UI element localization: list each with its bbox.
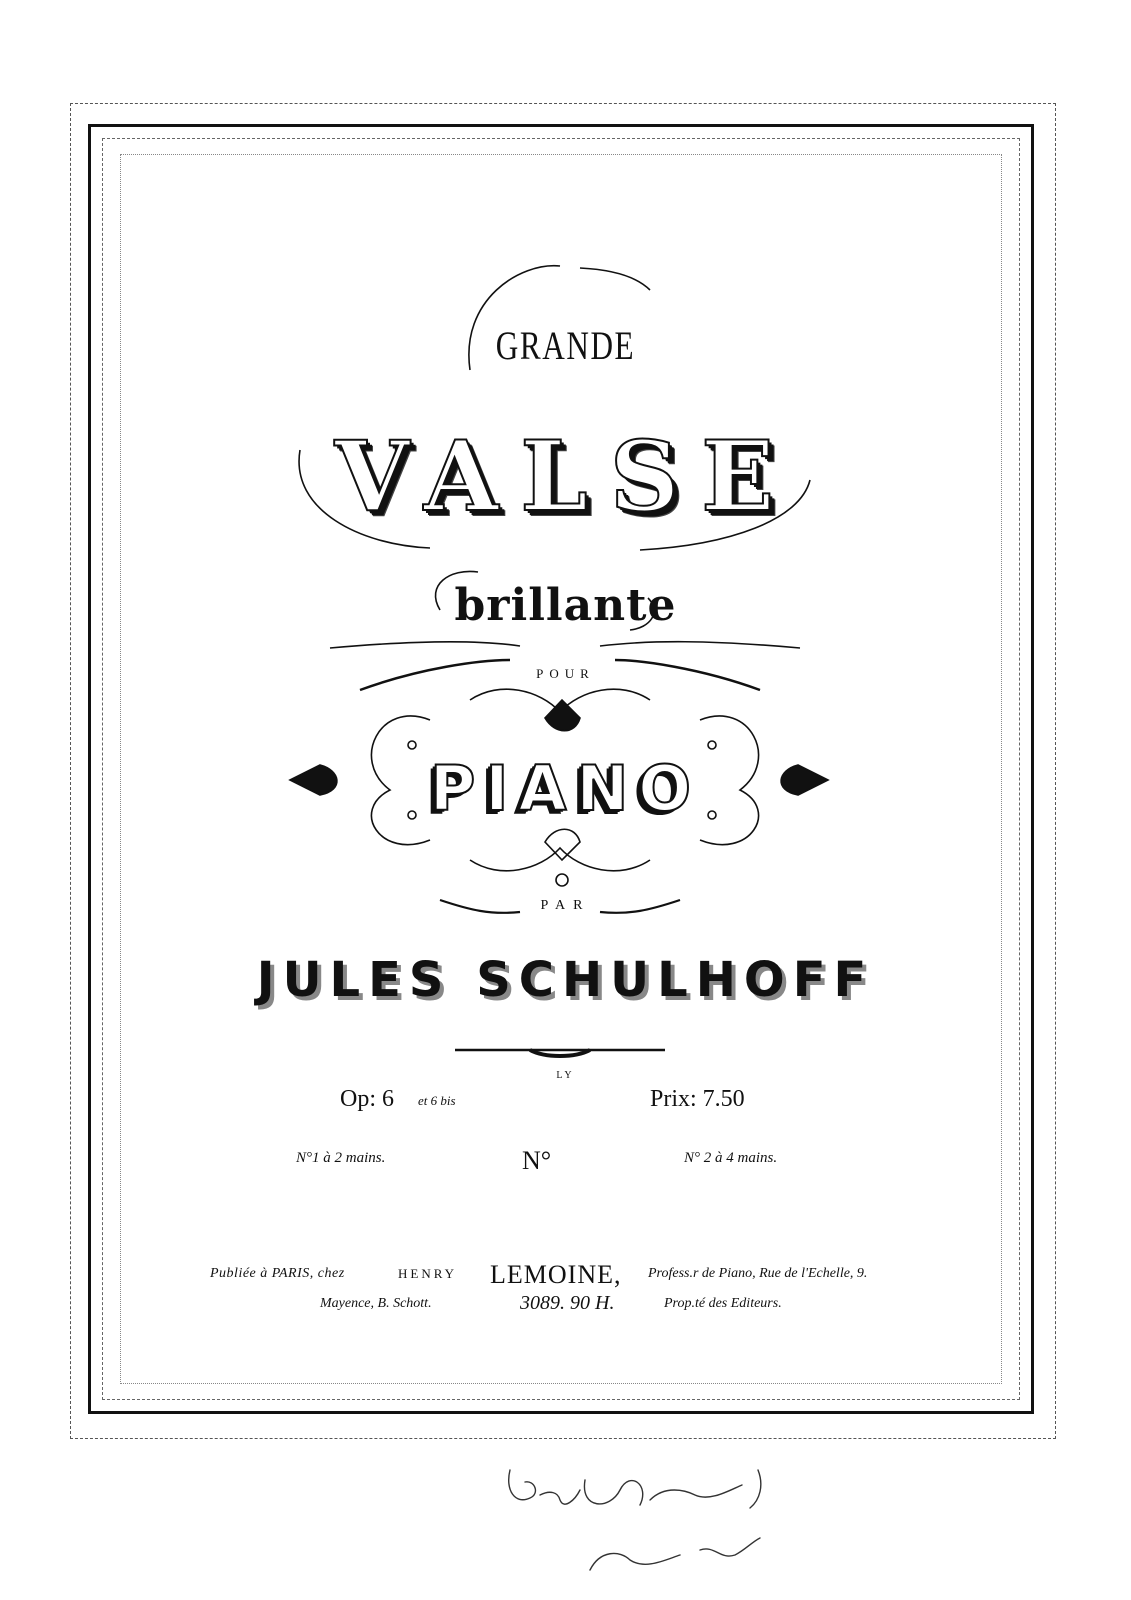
handwritten-signature xyxy=(480,1450,800,1600)
plate-number: 3089. 90 H. xyxy=(520,1292,615,1314)
publisher-name: LEMOINE, xyxy=(490,1260,622,1289)
ornament-text: LY xyxy=(556,1070,575,1081)
rights-notice: Prop.té des Editeurs. xyxy=(664,1296,782,1311)
price: Prix: 7.50 xyxy=(650,1086,745,1112)
publisher-city: Publiée à PARIS, chez xyxy=(210,1266,345,1281)
number-label: N° xyxy=(522,1146,552,1175)
publisher-first-name: HENRY xyxy=(398,1266,458,1281)
grande-heading: GRANDE xyxy=(495,323,636,368)
par-label: PAR xyxy=(540,898,591,913)
pour-label: POUR xyxy=(536,666,595,681)
opus-bis: et 6 bis xyxy=(418,1093,456,1108)
publisher-address: Profess.r de Piano, Rue de l'Echelle, 9. xyxy=(648,1266,868,1281)
co-publisher: Mayence, B. Schott. xyxy=(320,1296,432,1311)
valse-title: VALSE xyxy=(334,420,797,533)
piano-title: PIANO xyxy=(429,752,702,825)
brillante-subtitle: brillante xyxy=(454,580,677,631)
edition-4-hands: N° 2 à 4 mains. xyxy=(684,1150,778,1166)
edition-2-hands: N°1 à 2 mains. xyxy=(296,1150,386,1166)
opus-number: Op: 6 xyxy=(340,1086,394,1112)
composer-name: JULES SCHULHOFF xyxy=(256,952,875,1008)
